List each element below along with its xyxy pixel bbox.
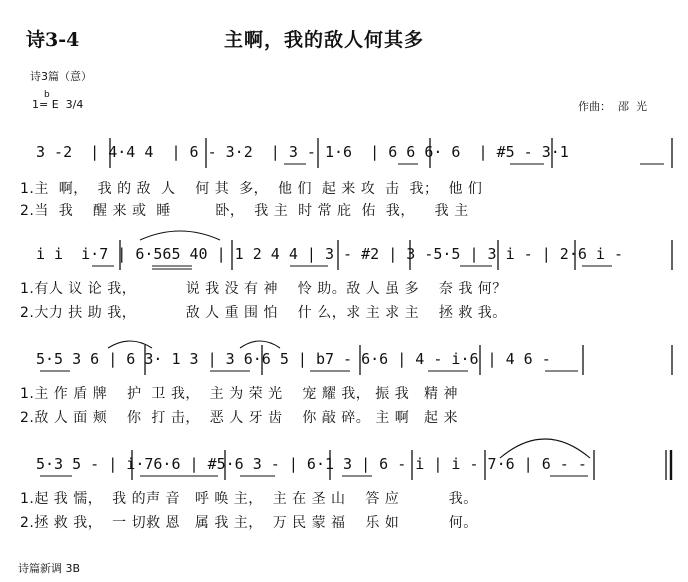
key-flat-mark: b bbox=[44, 90, 50, 100]
lyrics-system-1-verse-1: 1.主 啊， 我 的 敌 人 何 其 多， 他 们 起 来 攻 击 我； 他 们 bbox=[20, 181, 483, 197]
notes-system-1: 3 -2 | 4·4 4 | 6 - 3·2 | 3 - 1·6 | 6 6 6· 6 | #5 - 3·1 bbox=[36, 143, 569, 161]
song-code: 诗3-4 bbox=[26, 29, 80, 51]
notes-system-2: i i i·7 | 6·565 40 | 1 2 4 4 | 3 - #2 | 3 -5·5 | 3 i - | 2·6 i - bbox=[36, 245, 623, 263]
lyrics-system-4-verse-1: 1.起 我 懦， 我 的声 音 呼 唤 主， 主 在 圣 山 答 应 我。 bbox=[20, 491, 478, 507]
page-title: 主啊，我的敌人何其多 bbox=[224, 29, 425, 51]
lyrics-system-3-verse-1: 1.主 作 盾 牌 护 卫 我， 主 为 荣 光 宠 耀 我， 振 我 精 神 bbox=[20, 386, 459, 402]
lyrics-system-4-verse-2: 2.拯 救 我， 一 切救 恩 属 我 主， 万 民 蒙 福 乐 如 何。 bbox=[20, 515, 478, 531]
lyrics-system-2-verse-1: 1.有人 议 论 我， 说 我 没 有 神 怜 助。敌 人 虽 多 奈 我 何？ bbox=[20, 281, 507, 297]
composer-credit: 作曲： 邵 光 bbox=[578, 100, 647, 113]
source-note: 诗3篇（意） bbox=[30, 70, 92, 83]
notes-system-3: 5·5 3 6 | 6 3· 1 3 | 3 6·6 5 | b7 - 6·6 | 4 - i·6 | 4 6 - bbox=[36, 350, 551, 368]
footer-source: 诗篇新调 3B bbox=[18, 562, 81, 575]
lyrics-system-2-verse-2: 2.大力 扶 助 我， 敌 人 重 围 怕 什 么，求 主 求 主 拯 救 我。 bbox=[20, 305, 507, 321]
key-signature: 1= E 3/4 bbox=[32, 98, 84, 111]
notes-system-4: 5·3 5 - | i·76·6 | #5·6 3 - | 6·1 3 | 6 - i | i - 7·6 | 6 - - bbox=[36, 455, 587, 473]
lyrics-system-1-verse-2: 2.当 我 醒 来 或 睡 卧， 我 主 时 常 庇 佑 我， 我 主 bbox=[20, 203, 469, 219]
lyrics-system-3-verse-2: 2.敌 人 面 颊 你 打 击， 恶 人 牙 齿 你 敲 碎。 主 啊 起 来 bbox=[20, 410, 459, 426]
